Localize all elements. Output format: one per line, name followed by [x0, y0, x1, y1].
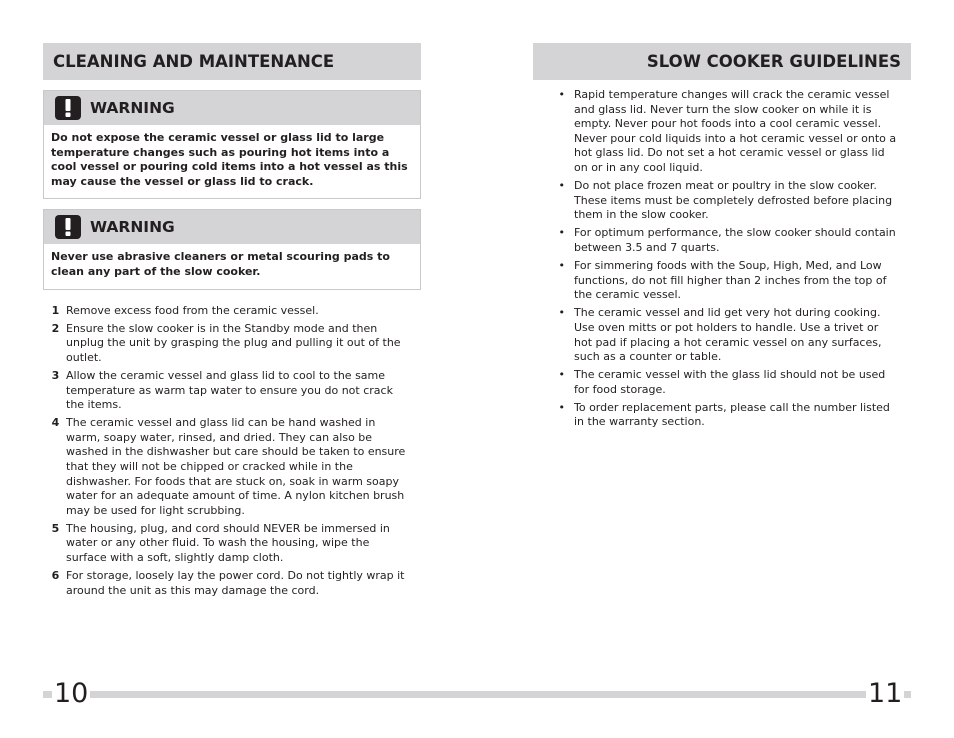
warning-box: [43, 90, 421, 199]
guideline-text: The ceramic vessel with the glass lid should not be used for food storage.: [574, 368, 886, 396]
step-text: Allow the ceramic vessel and glass lid to cool to the same temperature as warm tap water to ensure you do not crack the items.: [66, 368, 393, 412]
bullet: •: [558, 400, 565, 414]
bullet: •: [558, 306, 565, 320]
section-title: CLEANING AND MAINTENANCE: [53, 52, 335, 71]
section-header-guidelines: [533, 43, 911, 80]
list-item: [533, 401, 911, 430]
bullet: •: [558, 88, 565, 101]
guideline-text: Rapid temperature changes will crack the ceramic vessel and glass lid. Never turn the slow cooker on while it is empty. Never pour hot foods into a cool ceramic vessel. Never pour cold liquids into a hot ceramic vessel or onto a hot glass lid. Do not set a hot ceramic vessel or glass lid on or in any cool liquid.: [574, 88, 897, 174]
bullet: •: [558, 259, 565, 273]
section-header-cleaning: [43, 43, 421, 80]
warning-header: [44, 91, 420, 125]
list-item: [533, 179, 911, 223]
page-number-right: 11: [868, 678, 903, 709]
step-text: Remove excess food from the ceramic vessel.: [66, 303, 319, 317]
warning-text: Never use abrasive cleaners or metal scouring pads to clean any part of the slow cooker.: [51, 250, 390, 278]
step-text: Ensure the slow cooker is in the Standby mode and then unplug the unit by grasping the plug and pulling it out of the outlet.: [66, 321, 401, 364]
guideline-text: To order replacement parts, please call the number listed in the warranty section.: [574, 400, 890, 429]
warning-box: [43, 209, 421, 289]
section-title: SLOW COOKER GUIDELINES: [646, 52, 901, 71]
warning-header: [44, 210, 420, 244]
guideline-text: The ceramic vessel and lid get very hot during cooking. Use oven mitts or pot holders to handle. Use a trivet or hot pad if placing a hot ceramic vessel on any surfaces, such as a counter or table.: [574, 306, 882, 364]
step-number: 5: [51, 521, 60, 535]
list-item: [43, 369, 421, 413]
list-item: [43, 569, 421, 598]
step-number: 3: [51, 368, 60, 382]
step-number: 6: [51, 569, 60, 583]
guideline-text: Do not place frozen meat or poultry in the slow cooker. These items must be completely defrosted before placing them in the slow cooker.: [574, 179, 893, 222]
step-text: The ceramic vessel and glass lid can be hand washed in warm, soapy water, rinsed, and dried. They can also be washed in the dishwasher but care should be taken to ensure that they will not be chipped or cracked while in the dishwasher. For foods that are stuck on, soak in warm soapy water for an adequate amount of time. A nylon kitchen brush may be used for light scrubbing.: [66, 416, 406, 517]
cleaning-steps-list: [43, 304, 421, 599]
step-number: 2: [51, 321, 60, 335]
warning-text: Do not expose the ceramic vessel or glass lid to large temperature changes such as pouring hot items into a cool vessel or pouring cold items into a hot vessel as this may cause the vessel or glass lid to crack.: [51, 131, 408, 188]
step-number: 1: [51, 303, 60, 317]
warning-title: WARNING: [90, 99, 175, 117]
exclamation-icon: [55, 96, 81, 120]
guideline-text: For optimum performance, the slow cooker should contain between 3.5 and 7 quarts.: [574, 226, 896, 254]
bullet: •: [558, 368, 565, 382]
guideline-text: For simmering foods with the Soup, High, Med, and Low functions, do not fill higher than 2 inches from the top of the ceramic vessel.: [574, 259, 887, 302]
list-item: [43, 416, 421, 518]
list-item: [533, 368, 911, 397]
step-number: 4: [51, 416, 60, 430]
list-item: [43, 522, 421, 566]
page-number-left: 10: [54, 678, 89, 709]
bullet: •: [558, 226, 565, 240]
step-text: The housing, plug, and cord should NEVER be immersed in water or any other fluid. To wash the housing, wipe the surface with a soft, slightly damp cloth.: [66, 521, 390, 565]
step-text: For storage, loosely lay the power cord. Do not tightly wrap it around the unit as this may damage the cord.: [66, 569, 405, 597]
list-item: [533, 226, 911, 255]
warning-title: WARNING: [90, 218, 175, 237]
list-item: [533, 259, 911, 303]
guidelines-list: [533, 88, 911, 430]
exclamation-icon: [55, 215, 81, 239]
list-item: [533, 88, 911, 176]
footer-divider: [43, 691, 911, 698]
bullet: •: [558, 179, 565, 193]
right-page: [533, 43, 911, 434]
left-page: [43, 43, 421, 602]
list-item: [533, 306, 911, 364]
list-item: [43, 304, 421, 319]
list-item: [43, 322, 421, 366]
